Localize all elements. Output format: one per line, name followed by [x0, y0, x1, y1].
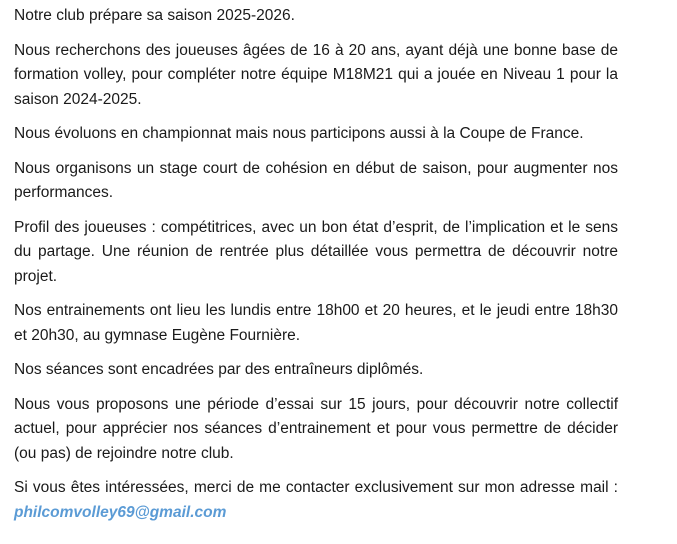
contact-text: Si vous êtes intéressées, merci de me contacter exclusivement sur mon adresse mail : [14, 479, 618, 496]
paragraph-recruitment: Nous recherchons des joueuses âgées de 16 à 20 ans, ayant déjà une bonne base de formation volley, pour compléter notre équipe M18M21 qui a jouée en Niveau 1 pour la saison 2024-2025. [14, 41, 618, 108]
paragraph-player-profile: Profil des joueuses : compétitrices, avec un bon état d’esprit, de l’implication et le sens du partage. Une réunion de rentrée plus détaillée vous permettra de découvrir notre projet. [14, 218, 618, 285]
paragraph-season: Notre club prépare sa saison 2025-2026. [14, 7, 295, 24]
paragraph-competitions: Nous évoluons en championnat mais nous participons aussi à la Coupe de France. [14, 125, 584, 142]
paragraph-coaches: Nos séances sont encadrées par des entraîneurs diplômés. [14, 361, 424, 378]
paragraph-trial-period: Nous vous proposons une période d’essai sur 15 jours, pour découvrir notre collectif actuel, pour apprécier nos séances d’entrainement et pour vous permettre de décider (ou pas) de rejoindre notre club. [14, 395, 618, 462]
document-body [14, 4, 618, 535]
paragraph-schedule: Nos entrainements ont lieu les lundis entre 18h00 et 20 heures, et le jeudi entre 18h30 et 20h30, au gymnase Eugène Fournière. [14, 302, 618, 344]
paragraph-training-camp: Nous organisons un stage court de cohésion en début de saison, pour augmenter nos performances. [14, 159, 618, 201]
email-link[interactable]: philcomvolley69@gmail.com [14, 503, 227, 521]
paragraph-contact [14, 476, 618, 525]
